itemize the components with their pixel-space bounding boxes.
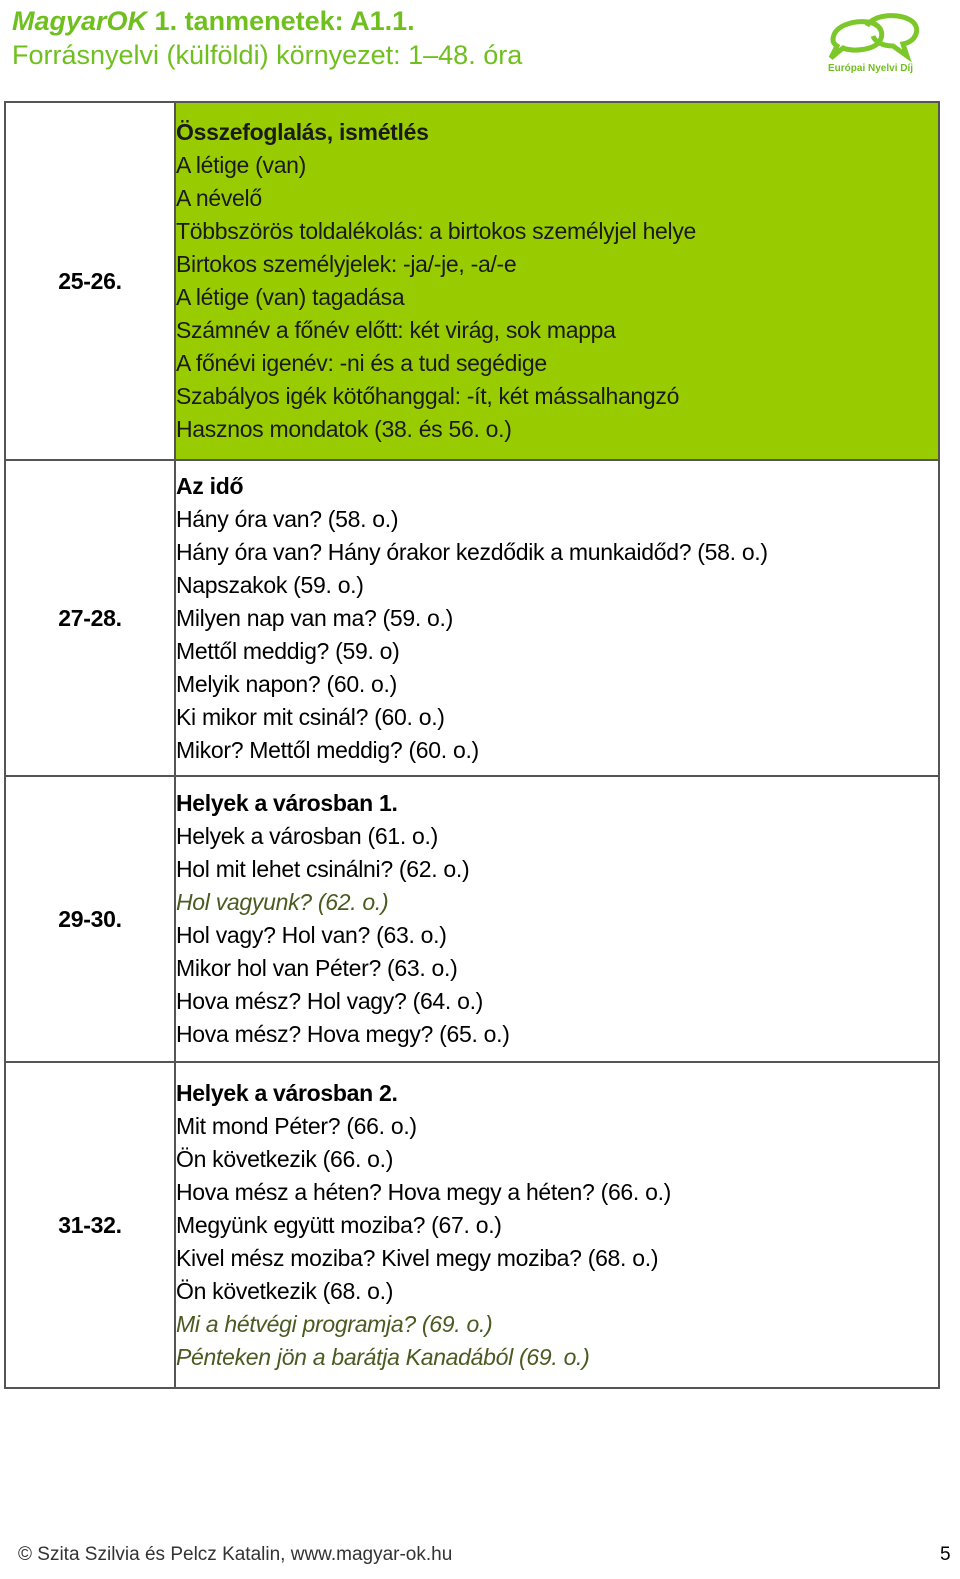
topic-line: Napszakok (59. o.) [176, 571, 364, 598]
topic-line: Melyik napon? (60. o.) [176, 670, 397, 697]
topic-line: Szabályos igék kötőhanggal: -ít, két mássalhangzó [176, 383, 680, 409]
lesson-number: 27-28. [5, 460, 175, 776]
lesson-number: 31-32. [5, 1062, 175, 1388]
lesson-title: Helyek a városban 1. [176, 790, 398, 816]
brand-name: MagyarOK [12, 6, 148, 36]
topic-line: Pénteken jön a barátja Kanadából (69. o.) [176, 1343, 590, 1370]
topic-line: Hova mész? Hol vagy? (64. o.) [176, 988, 484, 1014]
header-title-rest: 1. tanmenetek: A1.1. [147, 6, 415, 36]
lesson-title: Helyek a városban 2. [176, 1079, 398, 1106]
lesson-content [175, 776, 939, 1062]
topic-line: Kivel mész moziba? Kivel megy moziba? (68. o.) [176, 1244, 659, 1271]
lesson-content [175, 1062, 939, 1388]
page-header [12, 4, 522, 72]
topic-line: Számnév a főnév előtt: két virág, sok mappa [176, 317, 616, 343]
topic-line: Ki mikor mit csinál? (60. o.) [176, 703, 445, 730]
topic-line: Ön következik (68. o.) [176, 1277, 394, 1304]
header-subtitle: Forrásnyelvi (külföldi) környezet: 1–48. óra [12, 40, 523, 70]
table-row [5, 776, 939, 1062]
topic-line: Hova mész? Hova megy? (65. o.) [176, 1021, 510, 1047]
topic-line: Hol vagy? Hol van? (63. o.) [176, 922, 447, 948]
table-row [5, 460, 939, 776]
table-row [5, 1062, 939, 1388]
topic-line: Hány óra van? Hány órakor kezdődik a munkaidőd? (58. o.) [176, 538, 768, 565]
table-row [5, 102, 939, 460]
topic-line: Helyek a városban (61. o.) [176, 823, 438, 849]
topic-line: Milyen nap van ma? (59. o.) [176, 604, 453, 631]
topic-line: A létige (van) [176, 152, 307, 178]
lesson-content [175, 460, 939, 776]
lesson-number: 25-26. [5, 102, 175, 460]
topic-line: Hány óra van? (58. o.) [176, 505, 399, 532]
topic-line: Ön következik (66. o.) [176, 1145, 394, 1172]
topic-line: A névelő [176, 185, 262, 211]
topic-line: Mettől meddig? (59. o) [176, 637, 400, 664]
topic-line: Többszörös toldalékolás: a birtokos személyjel helye [176, 218, 697, 244]
topic-line: Mikor hol van Péter? (63. o.) [176, 955, 458, 981]
topic-line: Hova mész a héten? Hova megy a héten? (66. o.) [176, 1178, 672, 1205]
lesson-plan-table [4, 101, 940, 1389]
topic-line: Mi a hétvégi programja? (69. o.) [176, 1310, 493, 1337]
lesson-title: Az idő [176, 472, 244, 499]
topic-line: Megyünk együtt moziba? (67. o.) [176, 1211, 502, 1238]
topic-line: A létige (van) tagadása [176, 284, 405, 310]
topic-line: Hol mit lehet csinálni? (62. o.) [176, 856, 470, 882]
topic-line: Birtokos személyjelek: -ja/-je, -a/-e [176, 251, 517, 277]
topic-line: Mikor? Mettől meddig? (60. o.) [176, 736, 479, 763]
lesson-number: 29-30. [5, 776, 175, 1062]
topic-line: Mit mond Péter? (66. o.) [176, 1112, 417, 1139]
topic-line: A főnévi igenév: -ni és a tud segédige [176, 350, 547, 376]
header-title [12, 4, 522, 38]
page-number: 5 [940, 1544, 951, 1565]
topic-line: Hol vagyunk? (62. o.) [176, 889, 389, 915]
lesson-content [175, 102, 939, 460]
topic-line: Hasznos mondatok (38. és 56. o.) [176, 416, 512, 442]
lesson-title: Összefoglalás, ismétlés [176, 119, 429, 145]
logo-text: Európai Nyelvi Díj [828, 63, 914, 74]
footer-copyright: © Szita Szilvia és Pelcz Katalin, www.magyar-ok.hu [18, 1544, 453, 1565]
